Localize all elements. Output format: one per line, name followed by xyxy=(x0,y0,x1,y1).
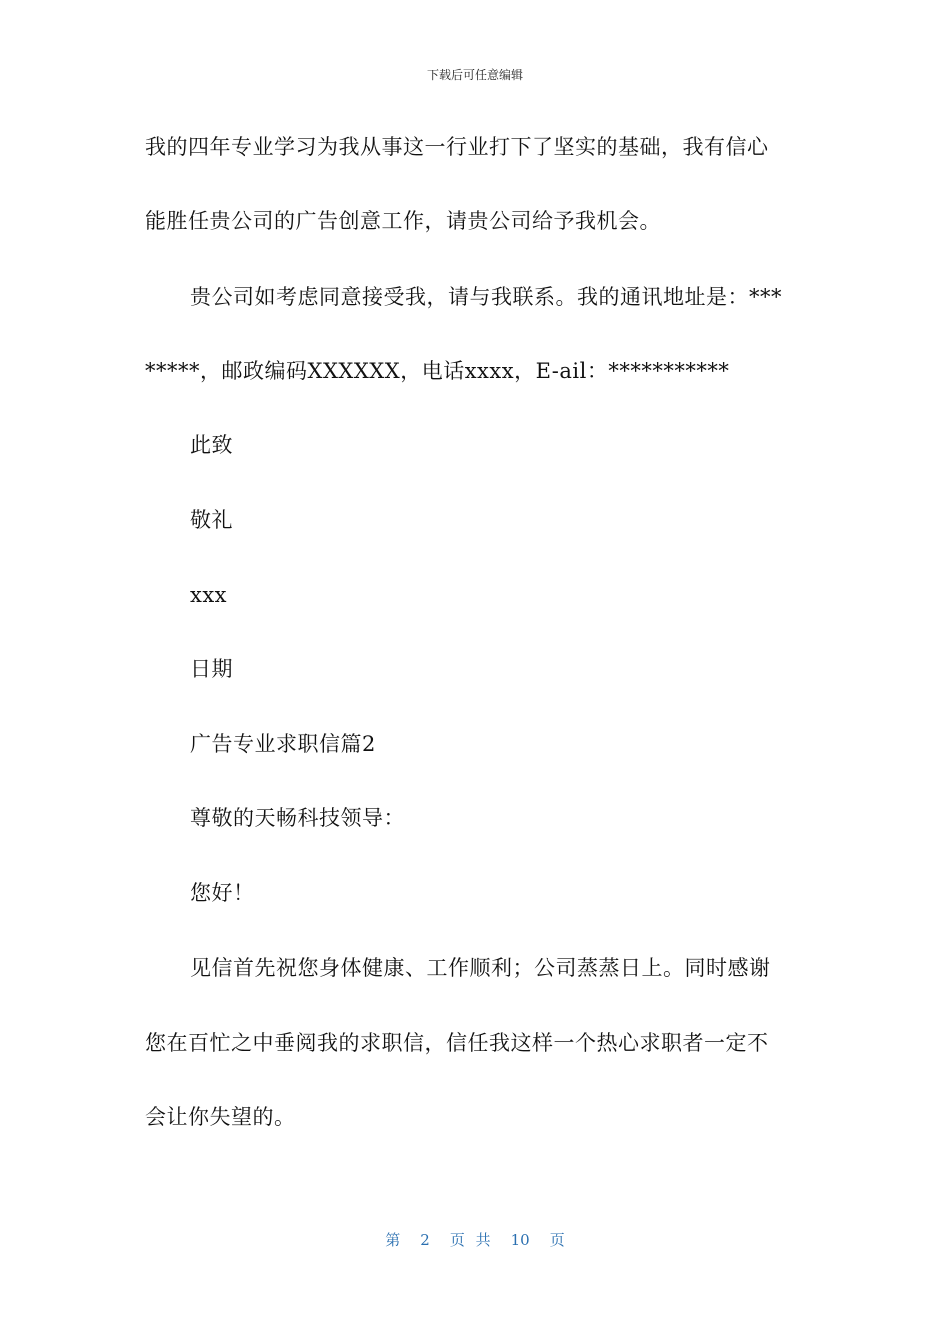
body-line-6: 您在百忙之中垂阅我的求职信，信任我这样一个热心求职者一定不 xyxy=(145,1031,769,1055)
body-line-5: 见信首先祝您身体健康、工作顺利；公司蒸蒸日上。同时感谢 xyxy=(190,956,771,980)
body-line-3: 贵公司如考虑同意接受我，请与我联系。我的通讯地址是：*** xyxy=(190,285,782,309)
footer-mid: 页 共 xyxy=(449,1231,491,1249)
page-header: 下载后可任意编辑 xyxy=(426,68,523,82)
body-line-1: 我的四年专业学习为我从事这一行业打下了坚实的基础，我有信心 xyxy=(145,135,769,159)
footer-page-total: 10 xyxy=(510,1231,530,1249)
signature-date: 日期 xyxy=(190,657,233,681)
signature-name: xxx xyxy=(190,583,228,607)
section-title: 广告专业求职信篇2 xyxy=(190,732,376,756)
footer-page-number: 2 xyxy=(420,1231,430,1249)
footer-suffix: 页 xyxy=(549,1231,565,1249)
letter-greeting: 尊敬的天畅科技领导： xyxy=(190,806,405,830)
closing-regards: 敬礼 xyxy=(190,508,233,532)
body-line-7: 会让你失望的。 xyxy=(145,1105,296,1129)
page-footer xyxy=(0,1229,950,1250)
letter-hello: 您好！ xyxy=(190,881,255,905)
footer-prefix: 第 xyxy=(385,1231,401,1249)
closing-salutation: 此致 xyxy=(190,433,233,457)
body-line-2: 能胜任贵公司的广告创意工作，请贵公司给予我机会。 xyxy=(145,209,661,233)
body-line-4: *****，邮政编码XXXXXX，电话xxxx，E-ail：*********** xyxy=(145,359,730,383)
